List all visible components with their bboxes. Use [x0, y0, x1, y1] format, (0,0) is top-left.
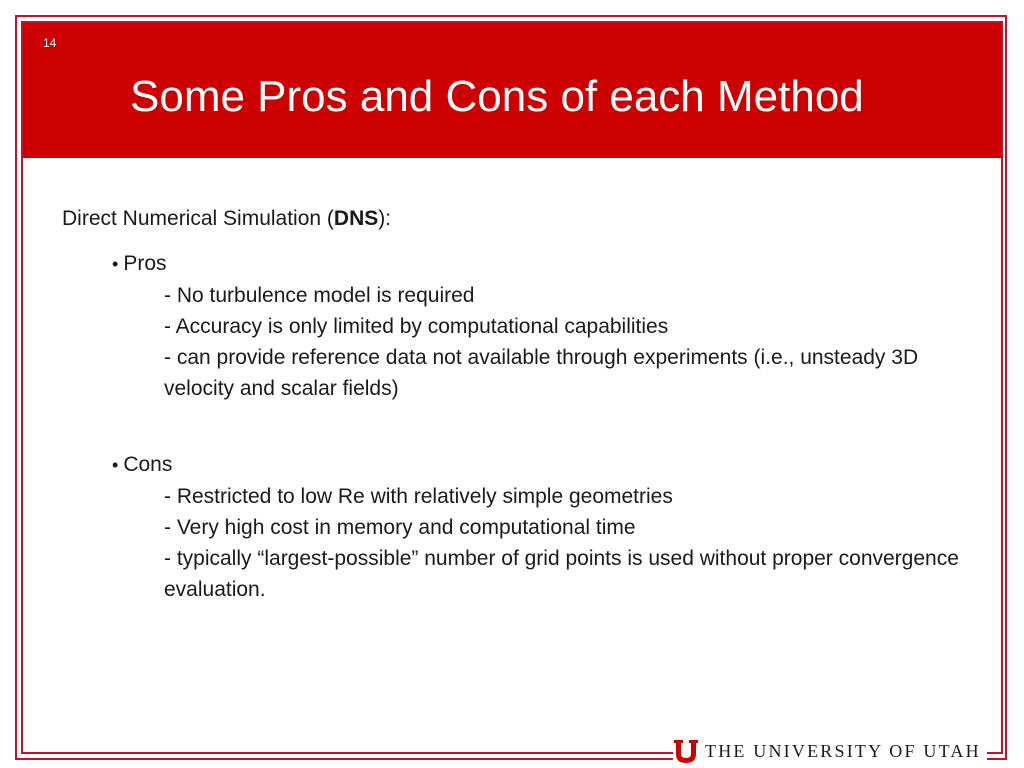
list-item: - can provide reference data not available through experiments (i.e., unsteady 3D velocity and scalar fields)	[164, 346, 919, 400]
bullet-dot-icon: •	[112, 254, 119, 274]
cons-heading: Cons	[123, 453, 173, 476]
cons-section	[112, 449, 962, 605]
block-u-icon	[673, 738, 699, 764]
intro-line	[62, 203, 962, 234]
university-logo	[673, 738, 987, 764]
list-item: - Restricted to low Re with relatively simple geometries	[164, 485, 673, 508]
list-item: - typically “largest-possible” number of grid points is used without proper convergence evaluation.	[164, 547, 959, 601]
intro-abbr: DNS	[333, 207, 379, 230]
list-item: - No turbulence model is required	[164, 284, 475, 307]
pros-list	[112, 280, 962, 404]
bullet-dot-icon: •	[112, 455, 119, 475]
list-item: - Accuracy is only limited by computational capabilities	[164, 315, 669, 338]
list-item: - Very high cost in memory and computational time	[164, 516, 636, 539]
slide-number: 14	[43, 36, 57, 50]
cons-list	[112, 481, 962, 605]
intro-text-end: ):	[378, 207, 392, 230]
pros-section	[112, 248, 962, 404]
university-name: THE UNIVERSITY OF UTAH	[705, 740, 981, 761]
slide-title: Some Pros and Cons of each Method	[130, 72, 864, 121]
slide-content	[62, 203, 962, 605]
intro-text: Direct Numerical Simulation (	[62, 207, 334, 230]
pros-heading: Pros	[123, 252, 167, 275]
